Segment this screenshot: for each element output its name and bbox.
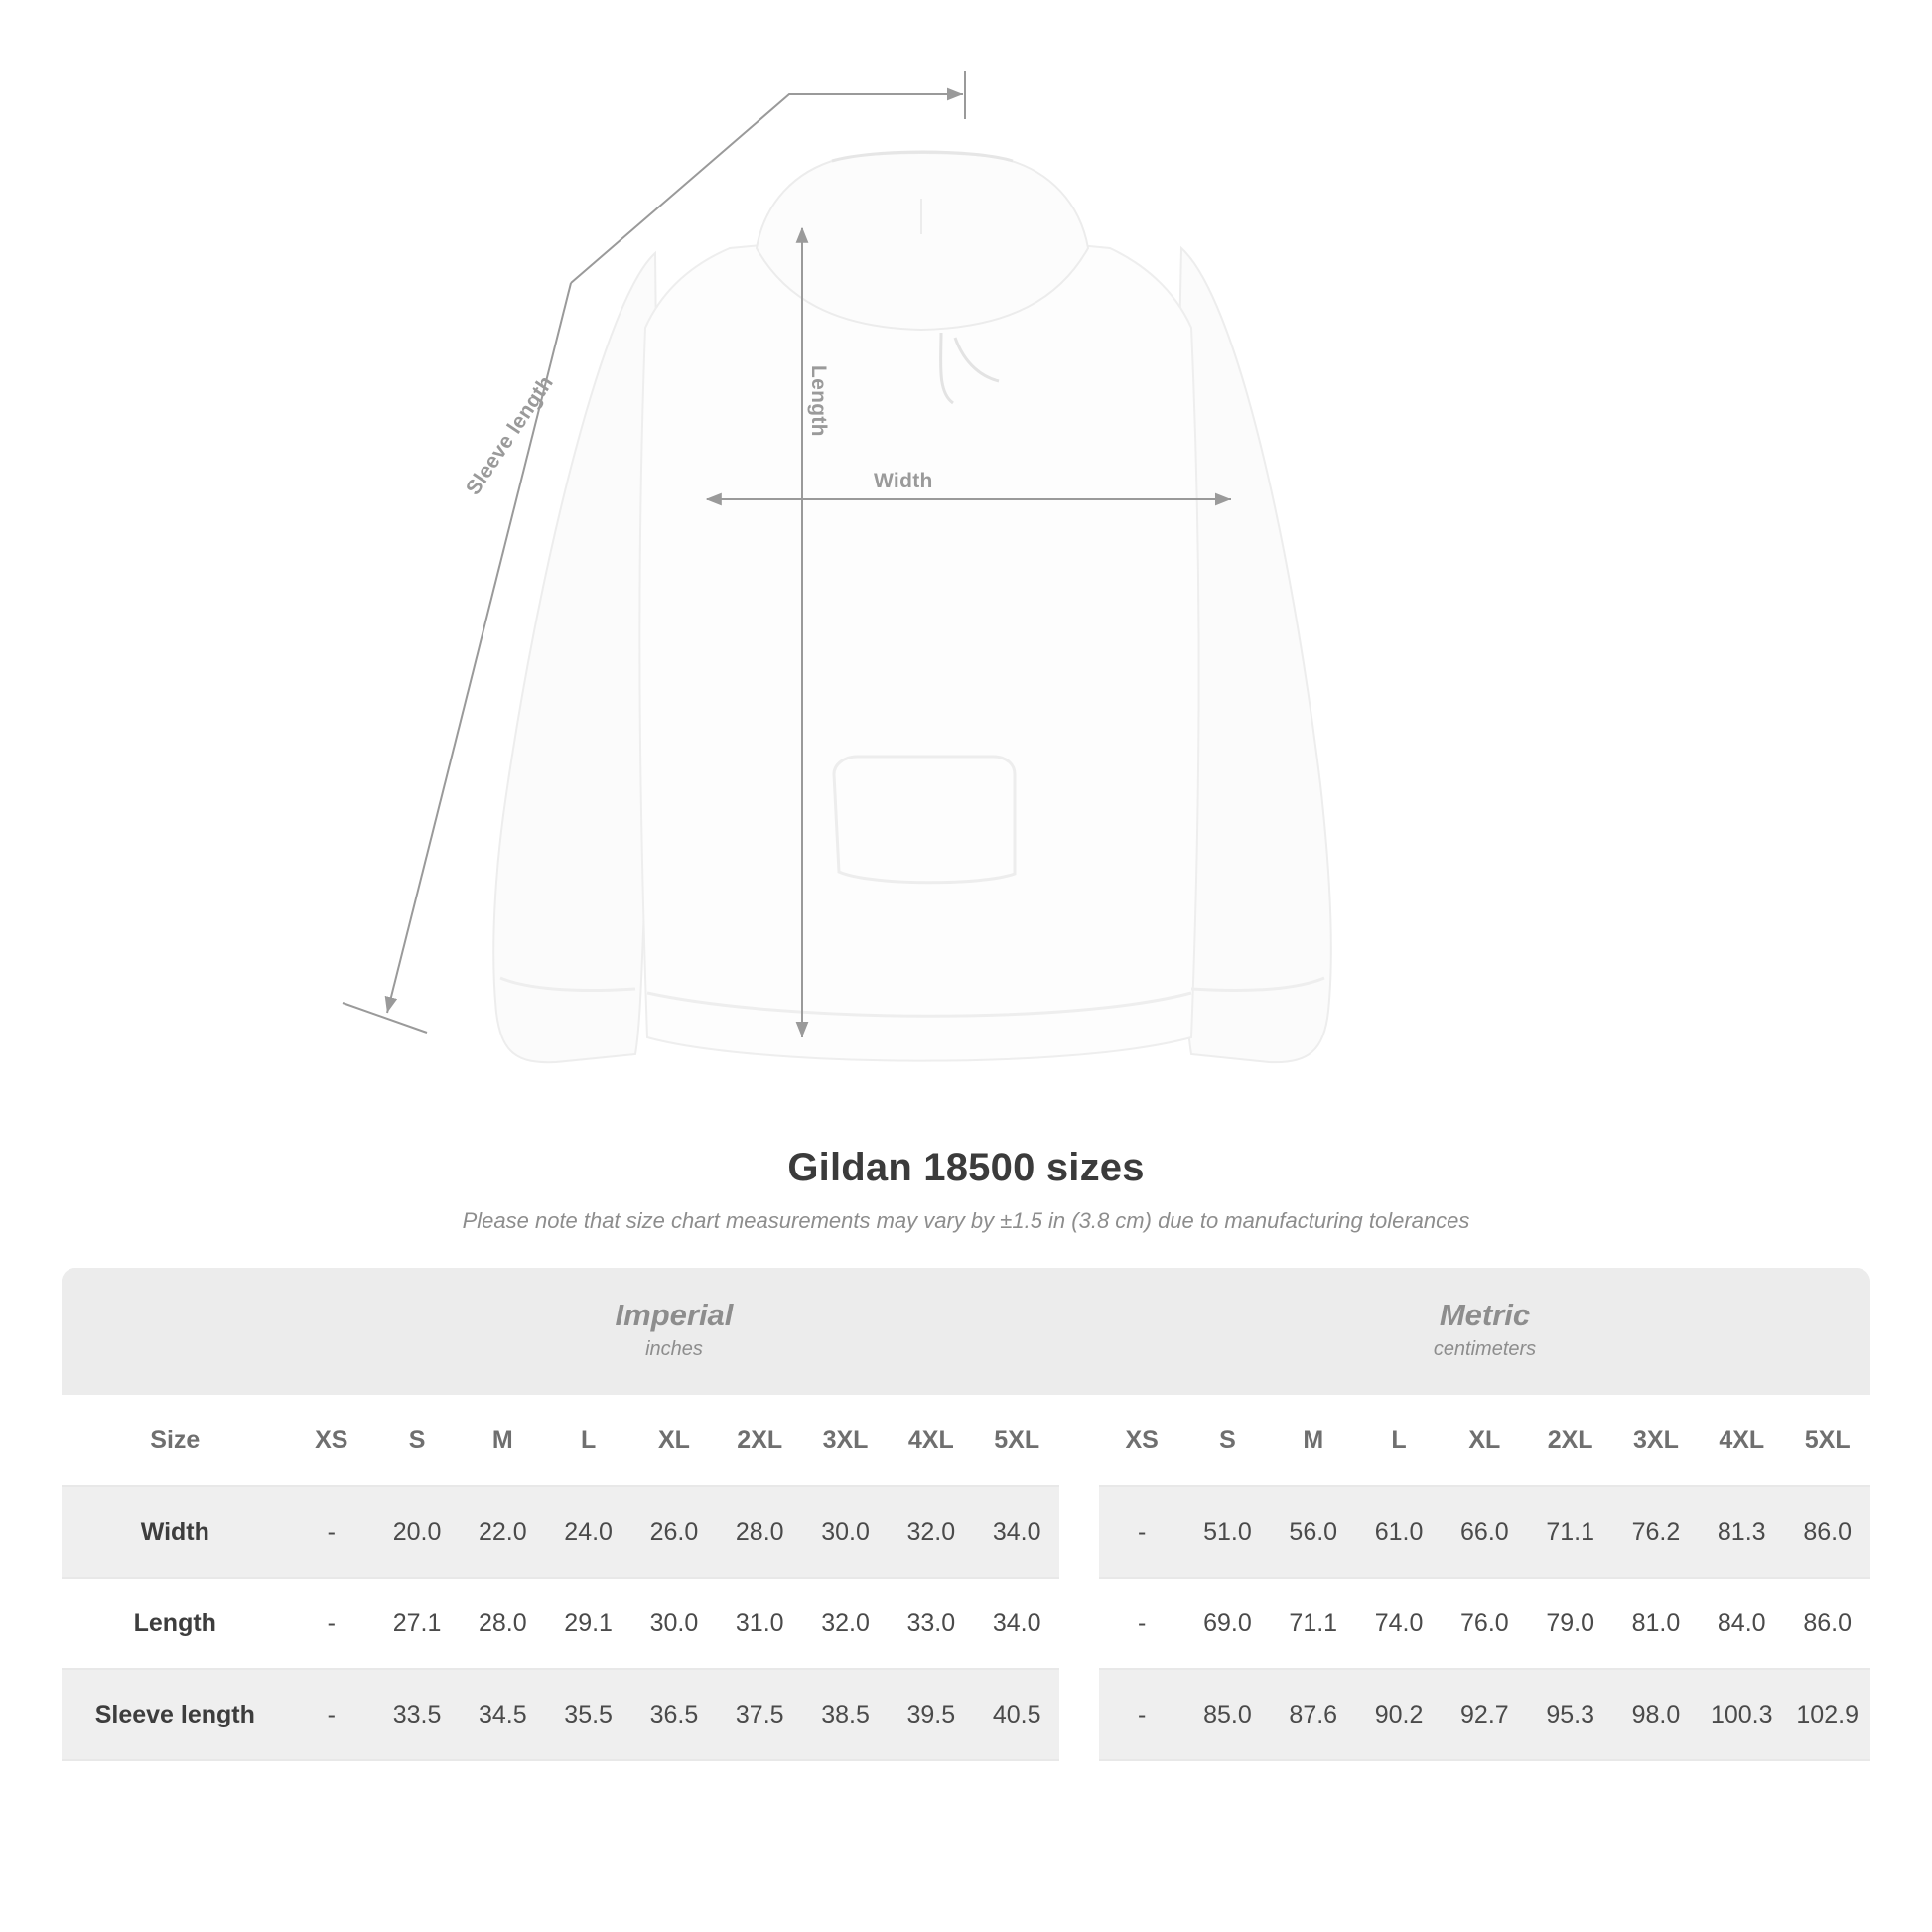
cell-length-imperial-xs: - [289, 1578, 374, 1669]
cell-length-metric-3xl: 81.0 [1613, 1578, 1699, 1669]
cell-sleeve-imperial-xs: - [289, 1669, 374, 1760]
cell-sleeve-imperial-4xl: 39.5 [889, 1669, 974, 1760]
page-title: Gildan 18500 sizes [787, 1146, 1145, 1189]
cell-width-metric-3xl: 76.2 [1613, 1486, 1699, 1578]
size-header-metric-s: S [1184, 1395, 1270, 1486]
size-header-imperial-xl: XL [631, 1395, 717, 1486]
cell-length-imperial-4xl: 33.0 [889, 1578, 974, 1669]
cell-width-metric-2xl: 71.1 [1528, 1486, 1613, 1578]
sleeve-length-label: Sleeve length [462, 371, 558, 499]
unit-group-imperial [289, 1268, 1060, 1395]
cell-width-imperial-s: 20.0 [374, 1486, 460, 1578]
unit-imperial-name: Imperial [615, 1298, 734, 1333]
cell-width-imperial-l: 24.0 [545, 1486, 630, 1578]
cell-sleeve-metric-xs: - [1099, 1669, 1184, 1760]
cell-sleeve-metric-3xl: 98.0 [1613, 1669, 1699, 1760]
unit-imperial-sub: inches [645, 1337, 703, 1360]
cell-length-metric-xs: - [1099, 1578, 1184, 1669]
cell-sleeve-imperial-5xl: 40.5 [974, 1669, 1059, 1760]
cell-width-imperial-5xl: 34.0 [974, 1486, 1059, 1578]
cell-sleeve-metric-2xl: 95.3 [1528, 1669, 1613, 1760]
cell-width-metric-l: 61.0 [1356, 1486, 1442, 1578]
cell-width-metric-xl: 66.0 [1442, 1486, 1527, 1578]
cell-sleeve-imperial-xl: 36.5 [631, 1669, 717, 1760]
size-header-metric-xl: XL [1442, 1395, 1527, 1486]
cell-length-metric-4xl: 84.0 [1699, 1578, 1784, 1669]
cell-length-metric-m: 71.1 [1271, 1578, 1356, 1669]
size-header-label: Size [62, 1395, 289, 1486]
cell-length-imperial-5xl: 34.0 [974, 1578, 1059, 1669]
cell-width-imperial-xl: 26.0 [631, 1486, 717, 1578]
tolerance-note: Please note that size chart measurements may vary by ±1.5 in (3.8 cm) due to manufacturing tolerances [462, 1208, 1470, 1233]
cell-length-imperial-s: 27.1 [374, 1578, 460, 1669]
length-label: Length [807, 365, 830, 437]
corner-cell [62, 1268, 289, 1395]
cell-sleeve-imperial-3xl: 38.5 [802, 1669, 888, 1760]
cell-sleeve-metric-xl: 92.7 [1442, 1669, 1527, 1760]
cell-sleeve-metric-5xl: 102.9 [1784, 1669, 1870, 1760]
cell-length-metric-s: 69.0 [1184, 1578, 1270, 1669]
width-label: Width [874, 470, 933, 492]
cell-length-imperial-m: 28.0 [460, 1578, 545, 1669]
cell-width-imperial-4xl: 32.0 [889, 1486, 974, 1578]
size-header-metric-xs: XS [1099, 1395, 1184, 1486]
cell-sleeve-imperial-2xl: 37.5 [717, 1669, 802, 1760]
cell-length-metric-xl: 76.0 [1442, 1578, 1527, 1669]
row-label-length: Length [62, 1578, 289, 1669]
cell-sleeve-imperial-l: 35.5 [545, 1669, 630, 1760]
column-separator [1059, 1395, 1099, 1486]
unit-metric-name: Metric [1439, 1298, 1531, 1333]
cell-length-metric-5xl: 86.0 [1784, 1578, 1870, 1669]
table-row [62, 1578, 1870, 1669]
row-label-sleeve-length: Sleeve length [62, 1669, 289, 1760]
cell-length-metric-l: 74.0 [1356, 1578, 1442, 1669]
size-header-metric-3xl: 3XL [1613, 1395, 1699, 1486]
table-row [62, 1486, 1870, 1578]
row-label-width: Width [62, 1486, 289, 1578]
size-header-imperial-xs: XS [289, 1395, 374, 1486]
cell-sleeve-imperial-s: 33.5 [374, 1669, 460, 1760]
unit-gap-cell [1059, 1268, 1099, 1395]
cell-width-metric-5xl: 86.0 [1784, 1486, 1870, 1578]
size-header-metric-m: M [1271, 1395, 1356, 1486]
cell-length-imperial-xl: 30.0 [631, 1578, 717, 1669]
cell-length-metric-2xl: 79.0 [1528, 1578, 1613, 1669]
cell-length-imperial-3xl: 32.0 [802, 1578, 888, 1669]
cell-sleeve-imperial-m: 34.5 [460, 1669, 545, 1760]
table-row [62, 1669, 1870, 1760]
size-table [62, 1268, 1870, 1761]
cell-width-metric-m: 56.0 [1271, 1486, 1356, 1578]
column-separator [1059, 1486, 1099, 1578]
hoodie-shape [493, 152, 1331, 1062]
unit-metric-sub: centimeters [1433, 1337, 1537, 1360]
cell-length-imperial-l: 29.1 [545, 1578, 630, 1669]
cell-sleeve-metric-s: 85.0 [1184, 1669, 1270, 1760]
unit-header-row [62, 1268, 1870, 1395]
cell-width-metric-s: 51.0 [1184, 1486, 1270, 1578]
size-header-metric-5xl: 5XL [1784, 1395, 1870, 1486]
cell-sleeve-metric-m: 87.6 [1271, 1669, 1356, 1760]
cell-sleeve-metric-l: 90.2 [1356, 1669, 1442, 1760]
column-separator [1059, 1669, 1099, 1760]
size-header-imperial-m: M [460, 1395, 545, 1486]
cell-sleeve-metric-4xl: 100.3 [1699, 1669, 1784, 1760]
cell-width-metric-xs: - [1099, 1486, 1184, 1578]
column-separator [1059, 1578, 1099, 1669]
cell-width-imperial-2xl: 28.0 [717, 1486, 802, 1578]
size-header-metric-2xl: 2XL [1528, 1395, 1613, 1486]
size-header-metric-4xl: 4XL [1699, 1395, 1784, 1486]
size-header-imperial-3xl: 3XL [802, 1395, 888, 1486]
size-header-imperial-l: L [545, 1395, 630, 1486]
size-header-row [62, 1395, 1870, 1486]
cell-width-imperial-m: 22.0 [460, 1486, 545, 1578]
size-header-imperial-4xl: 4XL [889, 1395, 974, 1486]
size-header-imperial-5xl: 5XL [974, 1395, 1059, 1486]
size-header-metric-l: L [1356, 1395, 1442, 1486]
unit-group-metric [1099, 1268, 1870, 1395]
cell-width-imperial-xs: - [289, 1486, 374, 1578]
size-header-imperial-2xl: 2XL [717, 1395, 802, 1486]
title-block [0, 1146, 1932, 1234]
cell-width-metric-4xl: 81.3 [1699, 1486, 1784, 1578]
cell-length-imperial-2xl: 31.0 [717, 1578, 802, 1669]
size-header-imperial-s: S [374, 1395, 460, 1486]
size-table-wrapper [62, 1268, 1870, 1761]
cell-width-imperial-3xl: 30.0 [802, 1486, 888, 1578]
